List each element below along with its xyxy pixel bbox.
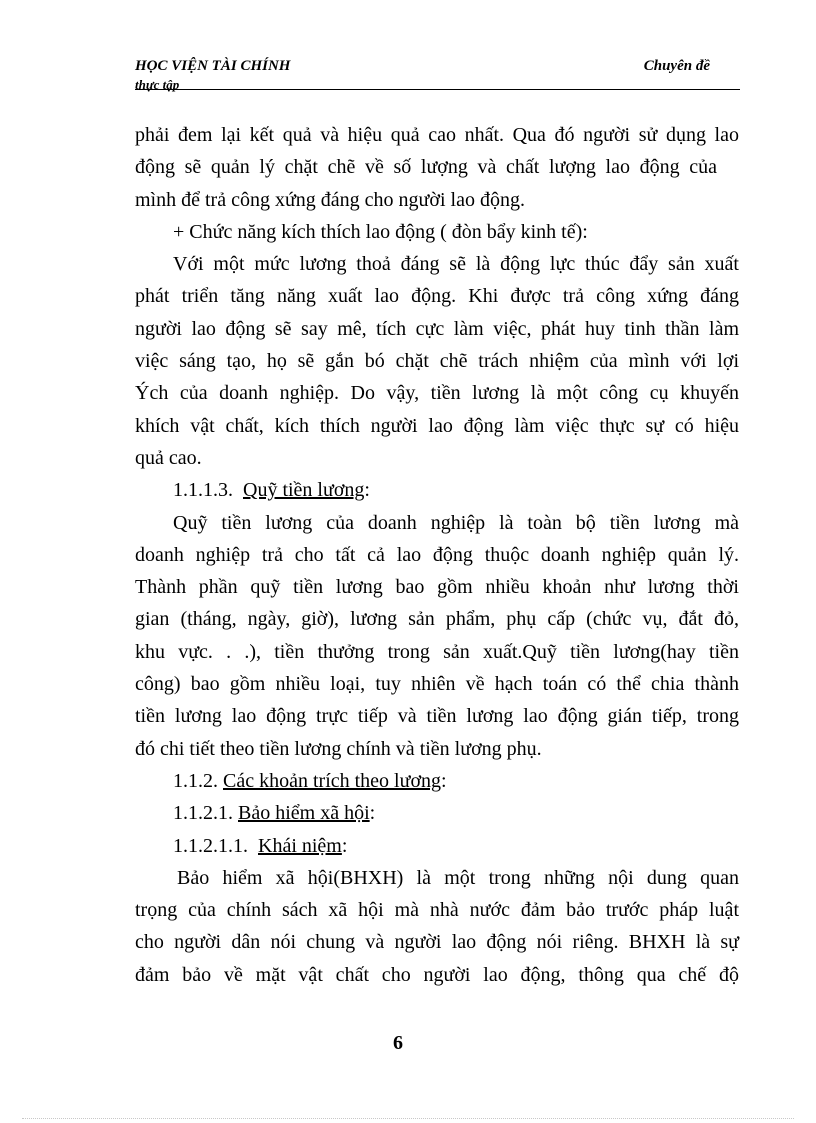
text-line: đó chi tiết theo tiền lương chính và tiền lương phụ. xyxy=(135,737,542,760)
section-title: Các khoản trích theo lương xyxy=(223,769,442,792)
text-line: Bảo hiểm xã hội(BHXH) là một trong những nội dung quan xyxy=(177,866,739,889)
section-title: Khái niệm xyxy=(258,834,342,857)
text-line: Quỹ tiền lương của doanh nghiệp là toàn bộ tiền lương mà xyxy=(173,511,739,534)
section-title: Bảo hiểm xã hội xyxy=(238,802,370,825)
text-line: doanh nghiệp trả cho tất cả lao động thuộc doanh nghiệp quản lý. xyxy=(135,543,739,566)
section-number: 1.1.1.3. xyxy=(173,479,233,502)
text-line: phát triển tăng năng xuất lao động. Khi được trả công xứng đáng xyxy=(135,285,739,308)
text-line: đảm bảo về mặt vật chất cho người lao động, thông qua chế độ xyxy=(135,963,739,986)
text-line: công) bao gồm nhiều loại, tuy nhiên về hạch toán có thể chia thành xyxy=(135,673,739,696)
section-heading-1-1-2: 1.1.2. Các khoản trích theo lương: xyxy=(173,769,447,792)
section-number: 1.1.2.1.1. xyxy=(173,834,248,857)
header-institution: HỌC VIỆN TÀI CHÍNH xyxy=(135,58,291,74)
text-line: + Chức năng kích thích lao động ( đòn bẩy kinh tế): xyxy=(173,220,588,243)
text-line: động sẽ quản lý chặt chẽ về số lượng và chất lượng lao động của xyxy=(135,156,717,179)
section-number: 1.1.2.1. xyxy=(173,802,233,825)
header-doc-type-continued: thực tập xyxy=(135,77,180,92)
page-number: 6 xyxy=(393,1032,403,1054)
text-line: Thành phần quỹ tiền lương bao gồm nhiều khoản như lương thời xyxy=(135,576,739,599)
header-divider xyxy=(135,89,740,90)
text-line: mình để trả công xứng đáng cho người lao động. xyxy=(135,188,525,211)
header-doc-type: Chuyên đề xyxy=(643,58,710,74)
section-heading-1-1-2-1-1: 1.1.2.1.1. Khái niệm: xyxy=(173,834,348,857)
page-bottom-border xyxy=(22,1118,794,1119)
text-line: phải đem lại kết quả và hiệu quả cao nhất. Qua đó người sử dụng lao xyxy=(135,124,739,146)
text-line: quả cao. xyxy=(135,446,202,469)
text-line: khu vực. . .), tiền thưởng trong sản xuất.Quỹ tiền lương(hay tiền xyxy=(135,640,739,663)
text-line: việc sáng tạo, họ sẽ gắn bó chặt chẽ trách nhiệm của mình với lợi xyxy=(135,350,739,373)
section-number: 1.1.2. xyxy=(173,769,218,792)
section-heading-1-1-1-3: 1.1.1.3. Quỹ tiền lương: xyxy=(173,479,370,502)
body-text xyxy=(135,119,739,991)
section-heading-1-1-2-1: 1.1.2.1. Bảo hiểm xã hội: xyxy=(173,802,376,825)
text-line: người lao động sẽ say mê, tích cực làm việc, phát huy tinh thần làm xyxy=(135,317,739,340)
text-line: tiền lương lao động trực tiếp và tiền lương lao động gián tiếp, trong xyxy=(135,705,739,728)
text-line: cho người dân nói chung và người lao động nói riêng. BHXH là sự xyxy=(135,931,739,954)
text-line: khích vật chất, kích thích người lao động làm việc thực sự có hiệu xyxy=(135,414,739,437)
text-line: Ých của doanh nghiệp. Do vậy, tiền lương là một công cụ khuyến xyxy=(135,382,739,405)
text-line: gian (tháng, ngày, giờ), lương sản phẩm, phụ cấp (chức vụ, đắt đỏ, xyxy=(135,608,739,631)
text-line: Với một mức lương thoả đáng sẽ là động lực thúc đẩy sản xuất xyxy=(173,253,739,276)
text-line: trọng của chính sách xã hội mà nhà nước đảm bảo trước pháp luật xyxy=(135,899,739,922)
section-title: Quỹ tiền lương xyxy=(243,479,365,502)
